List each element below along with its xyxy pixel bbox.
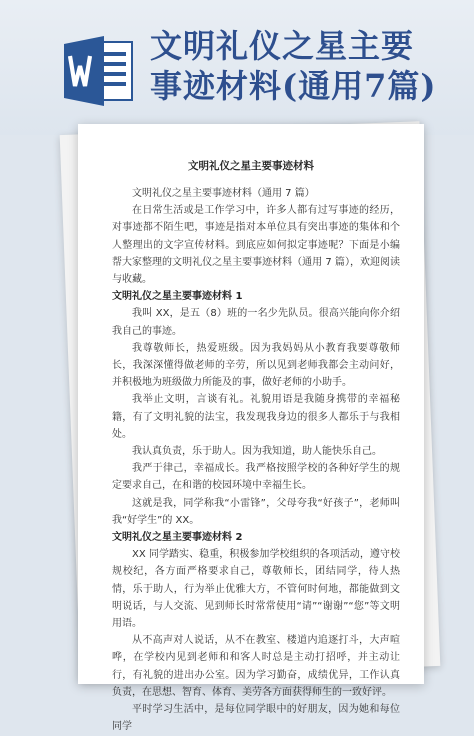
paragraph: 我叫 XX，是五（8）班的一名少先队员。很高兴能向你介绍我自己的事迹。 [112, 308, 400, 337]
paragraph: 我严于律己，幸福成长。我严格按照学校的各种好学生的规定要求自己，在和谐的校园环境中幸福生长。 [112, 463, 400, 492]
word-icon [64, 34, 134, 108]
paragraph: 平时学习生活中，是每位同学眼中的好朋友，因为她和每位同学 [112, 704, 400, 733]
paragraph-intro-title: 文明礼仪之星主要事迹材料（通用 7 篇） [132, 188, 315, 199]
section-heading-1: 文明礼仪之星主要事迹材料 1 [112, 291, 243, 303]
paragraph: 这就是我，同学称我“小雷锋”，父母夸我“好孩子”，老师叫我“好学生”的 XX。 [112, 497, 400, 526]
document-body [112, 185, 400, 736]
banner-title-line-2: 事迹材料(通用7篇) [150, 67, 437, 105]
banner-title [150, 26, 460, 106]
paragraph: 我认真负责，乐于助人。因为我知道，助人能快乐自己。 [132, 446, 382, 458]
document-page [78, 124, 424, 733]
paragraph: 从不高声对人说话，从不在教室、楼道内追逐打斗，大声喧哗，在学校内见到老师和和客人时总是主动打招呼，并主动让行，有礼貌的进出办公室。因为学习勤奋，成绩优异，工作认真负责，在思想、智育、体育、美劳各方面获得师生的一致好评。 [112, 635, 400, 698]
paragraph: 我举止文明，言谈有礼。礼貌用语是我随身携带的幸福秘籍，有了文明礼貌的法宝，我发现我身边的很多人都乐于与我相处。 [112, 394, 400, 440]
document-title: 文明礼仪之星主要事迹材料 [188, 160, 314, 172]
section-heading-2: 文明礼仪之星主要事迹材料 2 [112, 532, 243, 544]
paragraph: 我尊敬师长，热爱班级。因为我妈妈从小教育我要尊敬师长，我深深懂得做老师的辛劳，所以见到老师我都会主动问好，并积极地为班级做力所能及的事，做好老师的小助手。 [112, 342, 400, 389]
paragraph-intro: 在日常生活或是工作学习中，许多人都有过写事迹的经历，对事迹都不陌生吧，事迹是指对本单位具有突出事迹的集体和个人整理出的文字宣传材料。到底应如何拟定事迹呢？下面是小编帮大家整理的文明礼仪之星主要事迹材料（通用 7 篇），欢迎阅读与收藏。 [112, 205, 400, 286]
banner-title-line-1: 文明礼仪之星主要 [150, 27, 415, 65]
paragraph: XX 同学踏实、稳重，积极参加学校组织的各项活动，遵守校规校纪，各方面严格要求自己，尊敬师长，团结同学，待人热情，乐于助人，行为举止优雅大方，不管何时何地，都能做到文明说话，与人交流、见到师长时常常使用“请”“谢谢”“您”等文明用语。 [112, 549, 400, 630]
